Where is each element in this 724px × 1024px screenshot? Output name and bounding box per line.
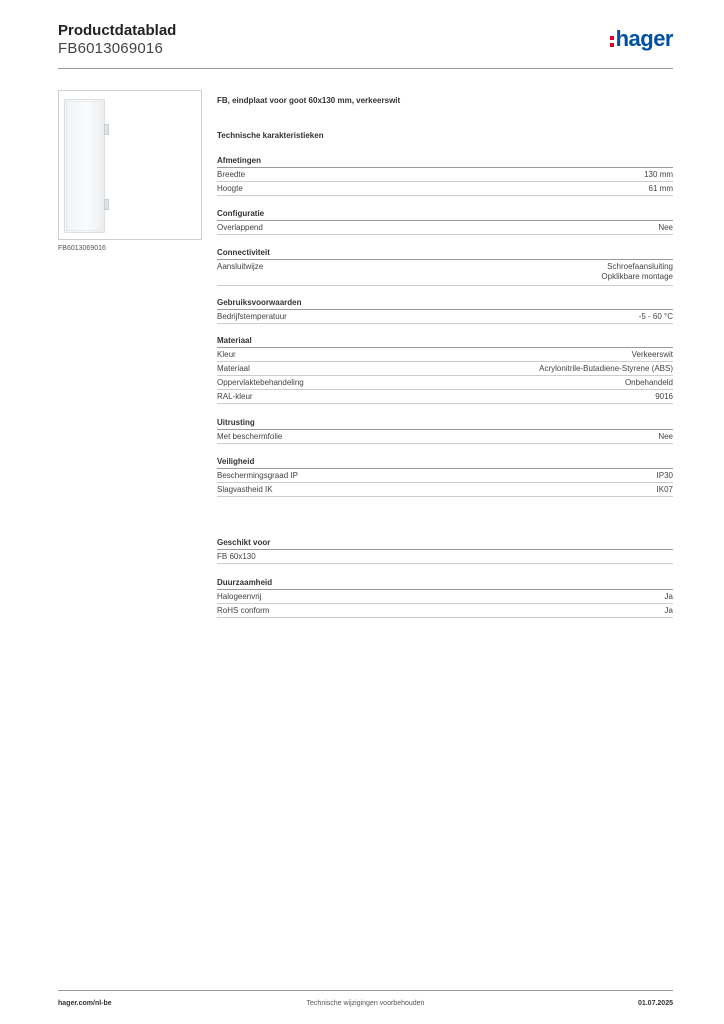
spec-label: Beschermingsgraad IP [217,471,298,480]
spec-row [217,260,673,286]
spec-row [217,348,673,362]
section-title: Connectiviteit [217,246,673,260]
footer-notice: Technische wijzigingen voorbehouden [306,1000,425,1007]
spec-label: RAL-kleur [217,392,253,401]
spec-label: Breedte [217,170,246,179]
image-caption: FB6013069016 [58,245,106,252]
product-description: FB, eindplaat voor goot 60x130 mm, verkeerswit [217,96,401,105]
section-title: Afmetingen [217,154,673,168]
spec-value [601,262,673,282]
spec-value: -5 - 60 °C [638,312,673,321]
section-duurzaamheid [217,576,673,618]
section-connectiviteit [217,246,673,286]
clip-bottom-icon [104,199,109,210]
section-geschikt-voor [217,536,673,564]
footer-date: 01.07.2025 [637,1000,673,1007]
spec-label: Halogeenvrij [217,592,262,601]
spec-row [217,550,673,564]
spec-row [217,590,673,604]
spec-label: Met beschermfolie [217,432,283,441]
spec-value: 9016 [655,392,673,401]
section-title: Uitrusting [217,416,673,430]
spec-value: Nee [658,432,673,441]
spec-row [217,376,673,390]
spec-value: IK07 [656,485,673,494]
spec-row [217,604,673,618]
spec-row [217,362,673,376]
page-footer [58,990,673,1010]
section-gebruiksvoorwaarden [217,296,673,324]
spec-row [217,390,673,404]
section-afmetingen [217,154,673,196]
section-materiaal [217,334,673,404]
spec-label: Oppervlaktebehandeling [217,378,304,387]
spec-row [217,310,673,324]
spec-label: Slagvastheid IK [217,485,273,494]
section-title: Gebruiksvoorwaarden [217,296,673,310]
hager-logo [610,28,673,50]
document-title: Productdatablad [58,22,177,39]
tech-title: Technische karakteristieken [217,131,324,140]
section-title: Configuratie [217,207,673,221]
section-uitrusting [217,416,673,444]
spec-value: IP30 [656,471,673,480]
product-image [58,90,202,240]
spec-label: Kleur [217,350,236,359]
spec-label: Hoogte [217,184,243,193]
product-code: FB6013069016 [58,40,163,57]
section-title: Duurzaamheid [217,576,673,590]
spec-label: FB 60x130 [217,552,256,561]
spec-row [217,168,673,182]
end-plate-illustration [64,99,105,233]
spec-value-line: Schroefaansluiting [607,262,673,271]
spec-label: Bedrijfstemperatuur [217,312,287,321]
spec-row [217,430,673,444]
spec-value-line: Opklikbare montage [601,272,673,281]
spec-label: RoHS conform [217,606,270,615]
spec-value: Ja [664,606,673,615]
spec-row [217,182,673,196]
spec-value: Ja [664,592,673,601]
page-header [58,22,673,69]
spec-value: Onbehandeld [624,378,673,387]
section-title: Materiaal [217,334,673,348]
spec-row [217,483,673,497]
section-veiligheid [217,455,673,497]
section-title: Veiligheid [217,455,673,469]
spec-value: Nee [658,223,673,232]
footer-website-link[interactable]: hager.com/nl-be [58,1000,112,1007]
section-configuratie [217,207,673,235]
spec-label: Aansluitwijze [217,262,264,271]
clip-top-icon [104,124,109,135]
spec-value: Acrylonitrile-Butadiene-Styrene (ABS) [539,364,673,373]
spec-row [217,469,673,483]
spec-label: Materiaal [217,364,250,373]
logo-text: hager [615,26,673,51]
section-title: Geschikt voor [217,536,673,550]
spec-value: 61 mm [648,184,673,193]
spec-label: Overlappend [217,223,263,232]
spec-row [217,221,673,235]
spec-value: Verkeerswit [631,350,673,359]
logo-dots-icon [610,36,614,47]
spec-value: 130 mm [644,170,673,179]
